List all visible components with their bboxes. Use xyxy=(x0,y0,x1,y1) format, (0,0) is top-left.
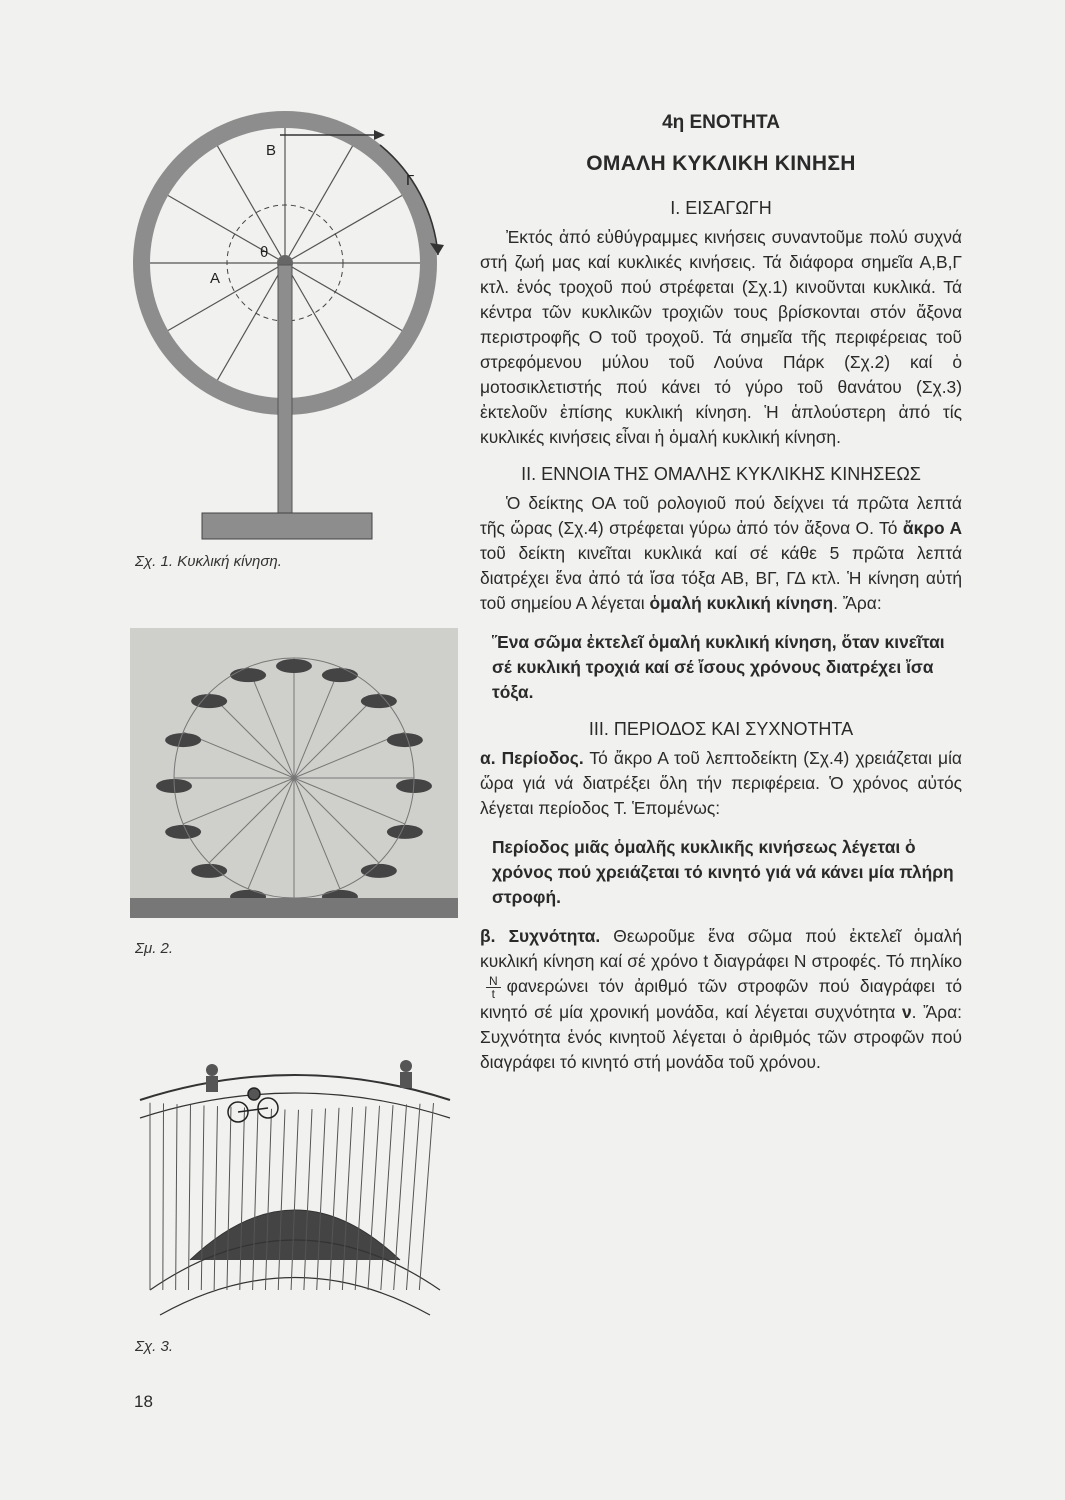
wheel-figure xyxy=(130,105,470,545)
chapter-title: ΟΜΑΛΗ ΚΥΚΛΙΚΗ ΚΙΝΗΣΗ xyxy=(586,152,856,175)
uniform-motion-definition: Ἕνα σῶμα ἐκτελεῖ ὁμαλή κυκλική κίνηση, ὅταν κινεῖται σέ κυκλική τροχιά καί σέ ἴσους χρόνους διατρέχει ἴσα τόξα. xyxy=(492,632,945,702)
frequency-paragraph: β. Συχνότητα. Θεωροῦμε ἕνα σῶμα πού ἐκτελεῖ ὁμαλή κυκλική κίνηση καί σέ χρόνο t διαγράφει Ν στροφές. Τό πηλίκο $\frac{N}{t}$ φανερώνει τόν ἀριθμό τῶν στροφῶν πού διαγράφει τό κινητό σέ μία χρονική μονάδα, καί λέγεται συχνότητα ν. Ἄρα: Συχνότητα ἑνός κινητοῦ λέγεται ὁ ἀριθμός τῶν στροφῶν πού διαγράφει τό κινητό στή μονάδα τοῦ χρόνου. xyxy=(480,926,963,1072)
page-number: 18 xyxy=(134,1392,153,1411)
wall-of-death-figure xyxy=(130,1040,460,1320)
fig3-caption: Σχ. 3. xyxy=(135,1338,174,1355)
section3-heading: ΙΙΙ. ΠΕΡΙΟΔΟΣ ΚΑΙ ΣΥΧΝΟΤΗΤΑ xyxy=(588,719,854,739)
text-column xyxy=(480,112,962,1089)
period-definition: Περίοδος μιᾶς ὁμαλῆς κυκλικῆς κινήσεως λέγεται ὁ χρόνος πού χρειάζεται τό κινητό γιά νά κάνει μία πλήρη στροφή. xyxy=(492,837,954,907)
section2-heading: ΙΙ. ΕΝΝΟΙΑ ΤΗΣ ΟΜΑΛΗΣ ΚΥΚΛΙΚΗΣ ΚΙΝΗΣΕΩΣ xyxy=(521,464,921,484)
fig1-caption: Σχ. 1. Κυκλική κίνηση. xyxy=(135,553,282,570)
label-b: B xyxy=(266,142,277,159)
section1-heading: Ι. ΕΙΣΑΓΩΓΗ xyxy=(670,198,772,218)
section2-paragraph: Ὁ δείκτης ΟΑ τοῦ ρολογιοῦ πού δείχνει τά πρῶτα λεπτά τῆς ὥρας (Σχ.4) στρέφεται γύρω ἀπό τόν ἄξονα Ο. Τό ἄκρο Α τοῦ δείκτη κινεῖται κυκλικά καί σέ κάθε 5 πρῶτα λεπτά διατρέχει ἕνα ἀπό τά ἴσα τόξα ΑΒ, ΒΓ, ΓΔ κτλ. Ἡ κίνηση αὐτή τοῦ σημείου Α λέγεται ὁμαλή κυκλική κίνηση. Ἄρα: xyxy=(480,493,962,613)
label-gamma: Γ xyxy=(406,172,415,189)
fig2-caption: Σμ. 2. xyxy=(135,940,174,957)
top-arrow-head xyxy=(374,130,385,140)
ferris-wheel-photo xyxy=(130,628,458,918)
unit-heading: 4η ΕΝΟΤΗΤΑ xyxy=(662,112,780,133)
n-over-t-fraction: $\frac{N}{t}$ xyxy=(486,975,501,1000)
label-theta: θ xyxy=(260,244,269,261)
section1-paragraph: Ἐκτός ἀπό εὐθύγραμμες κινήσεις συναντοῦμε πολύ συχνά στή ζωή μας καί κυκλικές κινήσεις. Τά διάφορα σημεῖα Α,Β,Γ κτλ. ἑνός τροχοῦ πού στρέφεται (Σχ.1) κινοῦνται κυκλικά. Τά κέντρα τῶν κυκλικῶν τροχιῶν τους βρίσκονται στόν ἄξονα περιστροφῆς Ο τοῦ τροχοῦ. Τά σημεῖα τῆς περιφέρειας τοῦ στρεφόμενου μύλου τοῦ Λούνα Πάρκ (Σχ.2) καί ὁ μοτοσικλετιστής πού κάνει τό γύρο τοῦ θανάτου (Σχ.3) ἐκτελοῦν ἐπίσης κυκλική κίνηση. Ἡ ἁπλούστερη ἀπό τίς κυκλικές κινήσεις εἶναι ἡ ὁμαλή κυκλική κίνηση. xyxy=(480,227,962,447)
period-paragraph: α. Περίοδος. Τό ἄκρο Α τοῦ λεπτοδείκτη (Σχ.4) χρειάζεται μία ὥρα γιά νά διατρέξει ὅλη τήν περιφέρεια. Ὁ χρόνος αὐτός λέγεται περίοδος Τ. Ἑπομένως: xyxy=(480,748,962,818)
label-a: A xyxy=(210,270,221,287)
